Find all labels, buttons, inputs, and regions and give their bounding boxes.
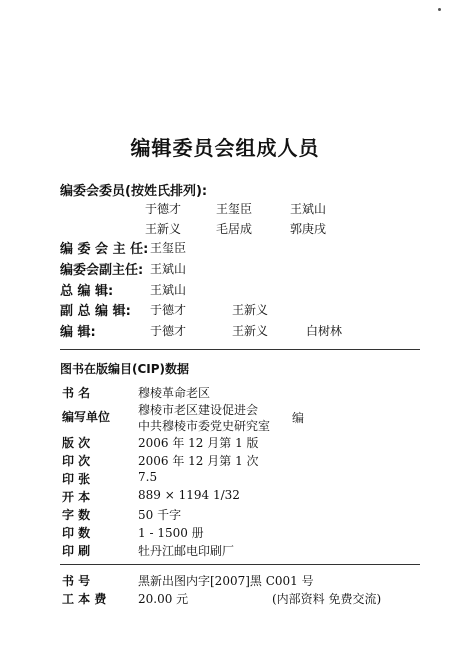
cip-label: 印 次 <box>62 454 91 468</box>
cip-heading: 图书在版编目(CIP)数据 <box>60 362 190 376</box>
cip-label: 字 数 <box>62 508 91 522</box>
book-number-label: 书 号 <box>62 574 91 588</box>
book-number: 黑新出图内字[2007]黑 C001 号 <box>138 574 314 588</box>
cip-label: 印 刷 <box>62 544 91 558</box>
cip-label: 编写单位 <box>62 410 111 424</box>
cip-value: 穆棱市老区建设促进会 <box>138 403 259 417</box>
member-name: 毛居成 <box>216 222 253 236</box>
cip-label: 书 名 <box>62 386 91 400</box>
cip-value: 2006 年 12 月第 1 次 <box>138 454 259 468</box>
cip-label: 开 本 <box>62 490 91 504</box>
cip-value: 7.5 <box>138 470 158 484</box>
member-name: 王新义 <box>145 222 182 236</box>
cip-value: 2006 年 12 月第 1 版 <box>138 436 259 450</box>
cip-value: 1 - 1500 册 <box>138 526 204 540</box>
cip-value: 50 千字 <box>138 508 182 522</box>
divider-top <box>60 349 420 350</box>
member-name: 于德才 <box>145 202 182 216</box>
members-label: 编委会委员(按姓氏排列): <box>60 184 208 199</box>
member-name: 王玺臣 <box>216 202 253 216</box>
chief-editor-name: 王斌山 <box>150 283 187 297</box>
cip-value: 牡丹江邮电印刷厂 <box>138 544 235 558</box>
scan-speck <box>438 8 441 11</box>
distribution-note: (内部资料 免费交流) <box>272 592 382 606</box>
compile-suffix: 编 <box>292 411 305 425</box>
page-title: 编辑委员会组成人员 <box>130 136 320 160</box>
editor-name: 白树林 <box>306 324 343 338</box>
director-name: 王玺臣 <box>150 241 187 255</box>
cip-label: 印 数 <box>62 526 91 540</box>
divider-bottom <box>60 564 420 565</box>
director-label: 编 委 会 主 任: <box>60 242 149 257</box>
cost-value: 20.00 元 <box>138 592 189 606</box>
member-name: 王斌山 <box>290 202 327 216</box>
vice-director-name: 王斌山 <box>150 262 187 276</box>
cip-label: 版 次 <box>62 436 91 450</box>
cip-value: 889 × 1194 1/32 <box>138 488 240 502</box>
chief-editor-label: 总 编 辑: <box>60 284 114 299</box>
deputy-chief-editor-label: 副 总 编 辑: <box>60 304 131 319</box>
editor-name: 王新义 <box>232 324 269 338</box>
editor-name: 于德才 <box>150 324 187 338</box>
deputy-chief-editor-name: 王新义 <box>232 303 269 317</box>
cip-value: 中共穆棱市委党史研究室 <box>138 419 271 433</box>
cip-value: 穆棱革命老区 <box>138 386 211 400</box>
member-name: 郭庚戌 <box>290 222 327 236</box>
deputy-chief-editor-name: 于德才 <box>150 303 187 317</box>
cip-label: 印 张 <box>62 472 91 486</box>
vice-director-label: 编委会副主任: <box>60 263 144 278</box>
cost-label: 工 本 费 <box>62 592 107 606</box>
editors-label: 编 辑: <box>60 325 96 340</box>
